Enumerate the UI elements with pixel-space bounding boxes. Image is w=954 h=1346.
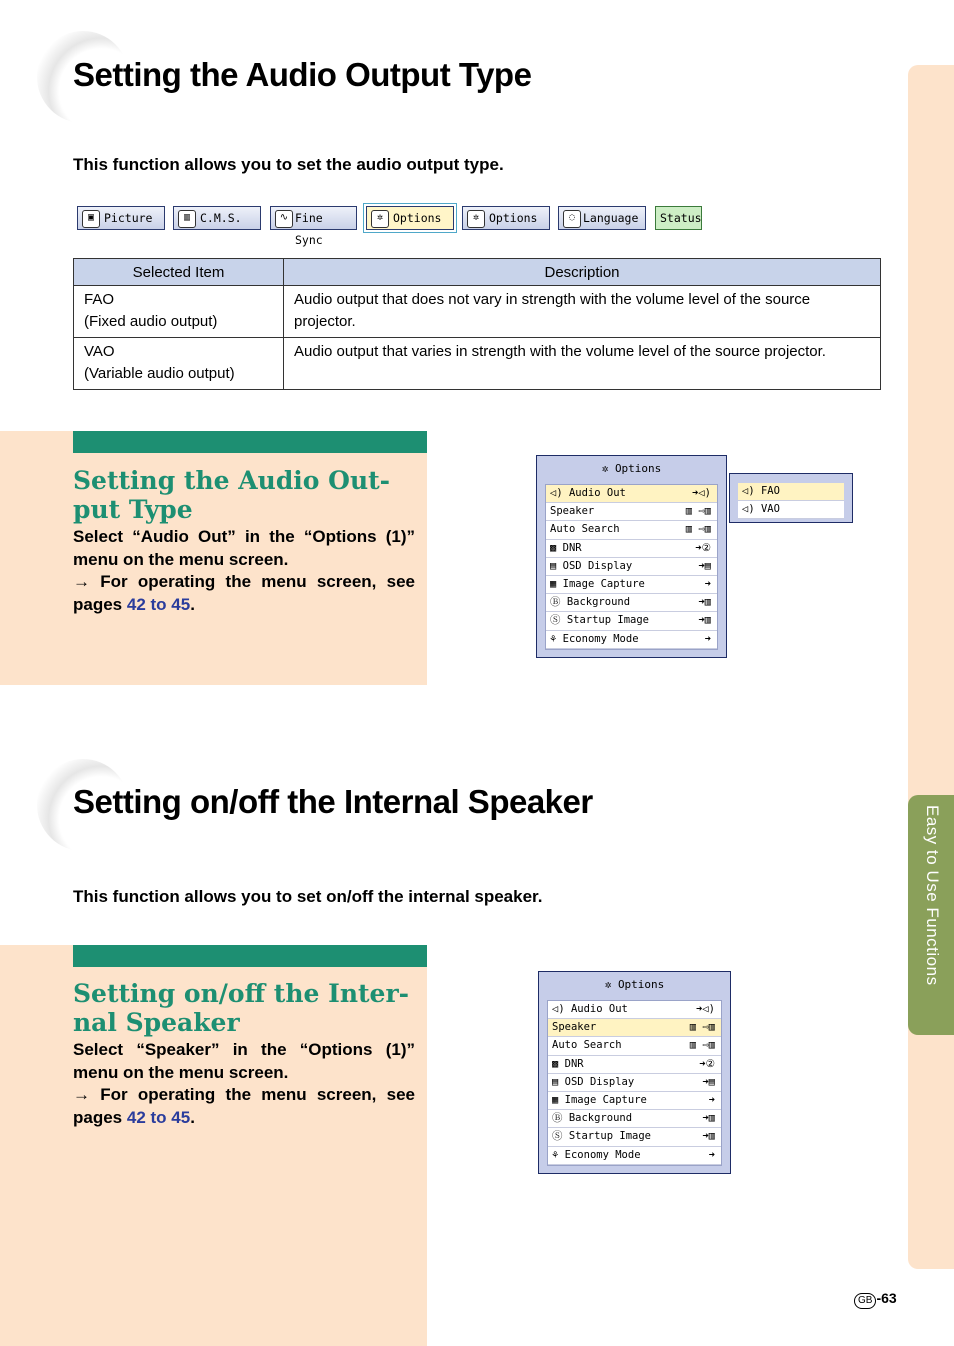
osd-item-label: DNR <box>564 1057 584 1070</box>
toggle-icon: ▥ ⇨▥ <box>689 1039 715 1052</box>
arrow-icon: ➜▤ <box>698 559 711 572</box>
arrow-icon: ➜▥ <box>698 596 711 609</box>
osd-item-osd-display[interactable] <box>548 1074 721 1092</box>
options-icon: ✲ <box>467 210 485 228</box>
table-header: Selected Item <box>74 259 284 286</box>
region-badge: GB <box>854 1293 876 1309</box>
osd-item-dnr[interactable] <box>546 540 717 558</box>
side-tab-label: Easy to Use Functions <box>923 805 942 986</box>
osd-item-startup-image[interactable] <box>546 612 717 630</box>
table-cell-item <box>74 338 284 390</box>
audio-out-submenu <box>729 473 853 523</box>
page-number-value: -63 <box>876 1290 897 1306</box>
table-header: Description <box>284 259 881 286</box>
osd-item-osd-display[interactable] <box>546 558 717 576</box>
startup-icon: Ⓢ <box>550 614 567 627</box>
osd-item-label: Auto Search <box>552 1039 622 1052</box>
osd-item-label: Audio Out <box>570 1003 628 1015</box>
osd-item-startup-image[interactable] <box>548 1128 721 1146</box>
osd-item-label: Background <box>566 596 631 609</box>
speaker-icon: ◁) <box>742 503 761 515</box>
osd-item-auto-search[interactable] <box>548 1037 721 1055</box>
menu-tab-status[interactable] <box>655 206 702 230</box>
osd-item-label: Image Capture <box>564 1093 647 1106</box>
options-icon: ✲ <box>371 210 389 228</box>
arrow-icon: ➜② <box>699 1057 715 1070</box>
dnr-icon: ▩ <box>550 541 563 554</box>
osd-item-background[interactable] <box>548 1110 721 1128</box>
panel-header-bar <box>73 945 427 967</box>
economy-icon: ⚘ <box>552 1148 565 1161</box>
osd-item-audio-out[interactable] <box>548 1001 721 1019</box>
panel1-body: Select “Audio Out” in the “Options (1)” menu on the menu screen. → For operating the menu screen, see pages 42 to 45. <box>73 527 415 614</box>
menu-tab-label: Picture <box>104 211 153 225</box>
osd-item-label: Economy Mode <box>562 632 639 645</box>
page-reference-link[interactable]: 42 to 45 <box>126 1107 191 1127</box>
speaker-icon: ◁) <box>742 485 761 497</box>
dnr-icon: ▩ <box>552 1057 565 1070</box>
osd-list <box>545 484 718 650</box>
background-icon: Ⓑ <box>550 596 567 609</box>
item-description: (Variable audio output) <box>84 365 235 382</box>
osd-item-audio-out[interactable] <box>546 485 717 503</box>
arrow-icon: ➜▤ <box>702 1075 715 1088</box>
section2-intro: This function allows you to set on/off the internal speaker. <box>73 887 543 906</box>
menu-tab-fine-sync[interactable] <box>270 206 357 247</box>
osd-options-menu <box>536 455 727 658</box>
menu-tab-options-1[interactable] <box>366 206 454 230</box>
table-header-row <box>74 259 881 286</box>
speech-bubble-icon: ◌ <box>563 210 581 228</box>
fine-sync-icon: ∿ <box>275 210 293 228</box>
table-row <box>74 338 881 390</box>
table-cell-desc: Audio output that varies in strength with the volume level of the source projector. <box>284 338 881 390</box>
submenu-label: FAO <box>760 485 780 497</box>
osd-item-label: Startup Image <box>566 614 650 627</box>
startup-icon: Ⓢ <box>552 1130 569 1143</box>
osd-item-economy-mode[interactable] <box>548 1147 721 1165</box>
osd-options-menu <box>538 971 731 1174</box>
capture-icon: ▦ <box>550 577 563 590</box>
panel-header-bar <box>73 431 427 453</box>
menu-tab-label: Status <box>660 211 702 225</box>
osd-item-label: Image Capture <box>562 577 645 590</box>
menu-tab-label: Options <box>489 211 538 225</box>
table-cell-item <box>74 286 284 338</box>
menu-tab-cms[interactable] <box>173 206 261 230</box>
osd-item-speaker[interactable] <box>546 503 717 521</box>
menu-tab-language[interactable] <box>558 206 646 230</box>
osd-item-economy-mode[interactable] <box>546 631 717 649</box>
osd-item-image-capture[interactable] <box>546 576 717 594</box>
osd-list <box>547 1000 722 1166</box>
menu-tab-label: C.M.S. <box>200 211 242 225</box>
submenu-option-fao[interactable] <box>738 483 844 501</box>
arrow-icon: ➜ <box>708 1148 715 1161</box>
submenu-option-vao[interactable] <box>738 501 844 519</box>
display-icon: ▤ <box>552 1075 565 1088</box>
osd-item-label: Startup Image <box>568 1130 652 1143</box>
menu-tab-label: Fine Sync <box>295 211 323 247</box>
item-description: (Fixed audio output) <box>84 313 218 330</box>
toggle-icon: ▥ ⇨▥ <box>685 523 711 536</box>
osd-item-dnr[interactable] <box>548 1056 721 1074</box>
toggle-icon: ▥ ⇨▥ <box>689 1021 715 1034</box>
arrow-icon: ➜ <box>704 577 711 590</box>
panel2-title: Setting on/off the Inter-nal Speaker <box>73 979 409 1037</box>
osd-item-speaker[interactable] <box>548 1019 721 1037</box>
section2-title: Setting on/off the Internal Speaker <box>73 783 593 820</box>
submenu-list <box>738 483 844 519</box>
panel1-title: Setting the Audio Out-put Type <box>73 466 391 524</box>
arrow-icon: ➜▥ <box>698 614 711 627</box>
options-icon: ✲ <box>601 462 615 475</box>
osd-item-label: Auto Search <box>550 523 620 536</box>
section1-intro: This function allows you to set the audio output type. <box>73 155 504 174</box>
panel1-reference: → For operating the menu screen, see pages <box>73 572 415 614</box>
osd-item-label: DNR <box>562 541 582 554</box>
osd-item-label: Speaker <box>552 1021 597 1034</box>
menu-tab-label: Language <box>583 211 639 225</box>
submenu-label: VAO <box>760 503 780 515</box>
arrow-icon: ➜◁) <box>692 487 711 499</box>
osd-item-background[interactable] <box>546 594 717 612</box>
page-reference-link[interactable]: 42 to 45 <box>126 594 191 614</box>
toggle-icon: ▥ ⇨▥ <box>685 505 711 518</box>
cms-icon: ▥ <box>178 210 196 228</box>
section1-title: Setting the Audio Output Type <box>73 56 532 93</box>
osd-title: Options <box>617 978 665 991</box>
side-tab-background <box>908 65 954 1269</box>
arrow-icon: ➜▥ <box>702 1112 715 1125</box>
menu-tab-picture[interactable] <box>77 206 165 230</box>
panel2-reference: → For operating the menu screen, see pages <box>73 1085 415 1127</box>
item-code: FAO <box>84 291 115 308</box>
osd-title: Options <box>614 462 662 475</box>
osd-item-label: Background <box>568 1112 633 1125</box>
osd-item-label: OSD Display <box>564 1075 635 1088</box>
osd-header <box>537 462 726 475</box>
osd-item-label: Audio Out <box>568 487 626 499</box>
display-icon: ▤ <box>550 559 563 572</box>
arrow-icon: ➜ <box>708 1093 715 1106</box>
arrow-icon: ➜▥ <box>702 1130 715 1143</box>
picture-icon: ▣ <box>82 210 100 228</box>
menu-tab-label: Options <box>393 211 442 225</box>
economy-icon: ⚘ <box>550 632 563 645</box>
speaker-icon: ◁) <box>550 487 569 499</box>
options-icon: ✲ <box>604 978 618 991</box>
osd-item-label: OSD Display <box>562 559 633 572</box>
panel2-body: Select “Speaker” in the “Options (1)” menu on the menu screen. → For operating the menu screen, see pages 42 to 45. <box>73 1040 415 1127</box>
arrow-icon: ➜② <box>695 541 711 554</box>
arrow-icon: ➜ <box>704 632 711 645</box>
panel2-instruction: Select “Speaker” in the “Options (1)” menu on the menu screen. <box>73 1040 415 1082</box>
capture-icon: ▦ <box>552 1093 565 1106</box>
background-icon: Ⓑ <box>552 1112 569 1125</box>
osd-header <box>539 978 730 991</box>
audio-output-table <box>73 258 881 390</box>
panel1-instruction: Select “Audio Out” in the “Options (1)” menu on the menu screen. <box>73 527 415 569</box>
osd-item-auto-search[interactable] <box>546 521 717 539</box>
arrow-icon: ➜◁) <box>696 1003 715 1015</box>
osd-item-image-capture[interactable] <box>548 1092 721 1110</box>
osd-item-label: Speaker <box>550 505 595 518</box>
speaker-icon: ◁) <box>552 1003 571 1015</box>
item-code: VAO <box>84 343 115 360</box>
page-number <box>854 1290 897 1309</box>
osd-item-label: Economy Mode <box>564 1148 641 1161</box>
menu-tab-options-2[interactable] <box>462 206 550 230</box>
table-row <box>74 286 881 338</box>
table-cell-desc: Audio output that does not vary in strength with the volume level of the source projector. <box>284 286 881 338</box>
